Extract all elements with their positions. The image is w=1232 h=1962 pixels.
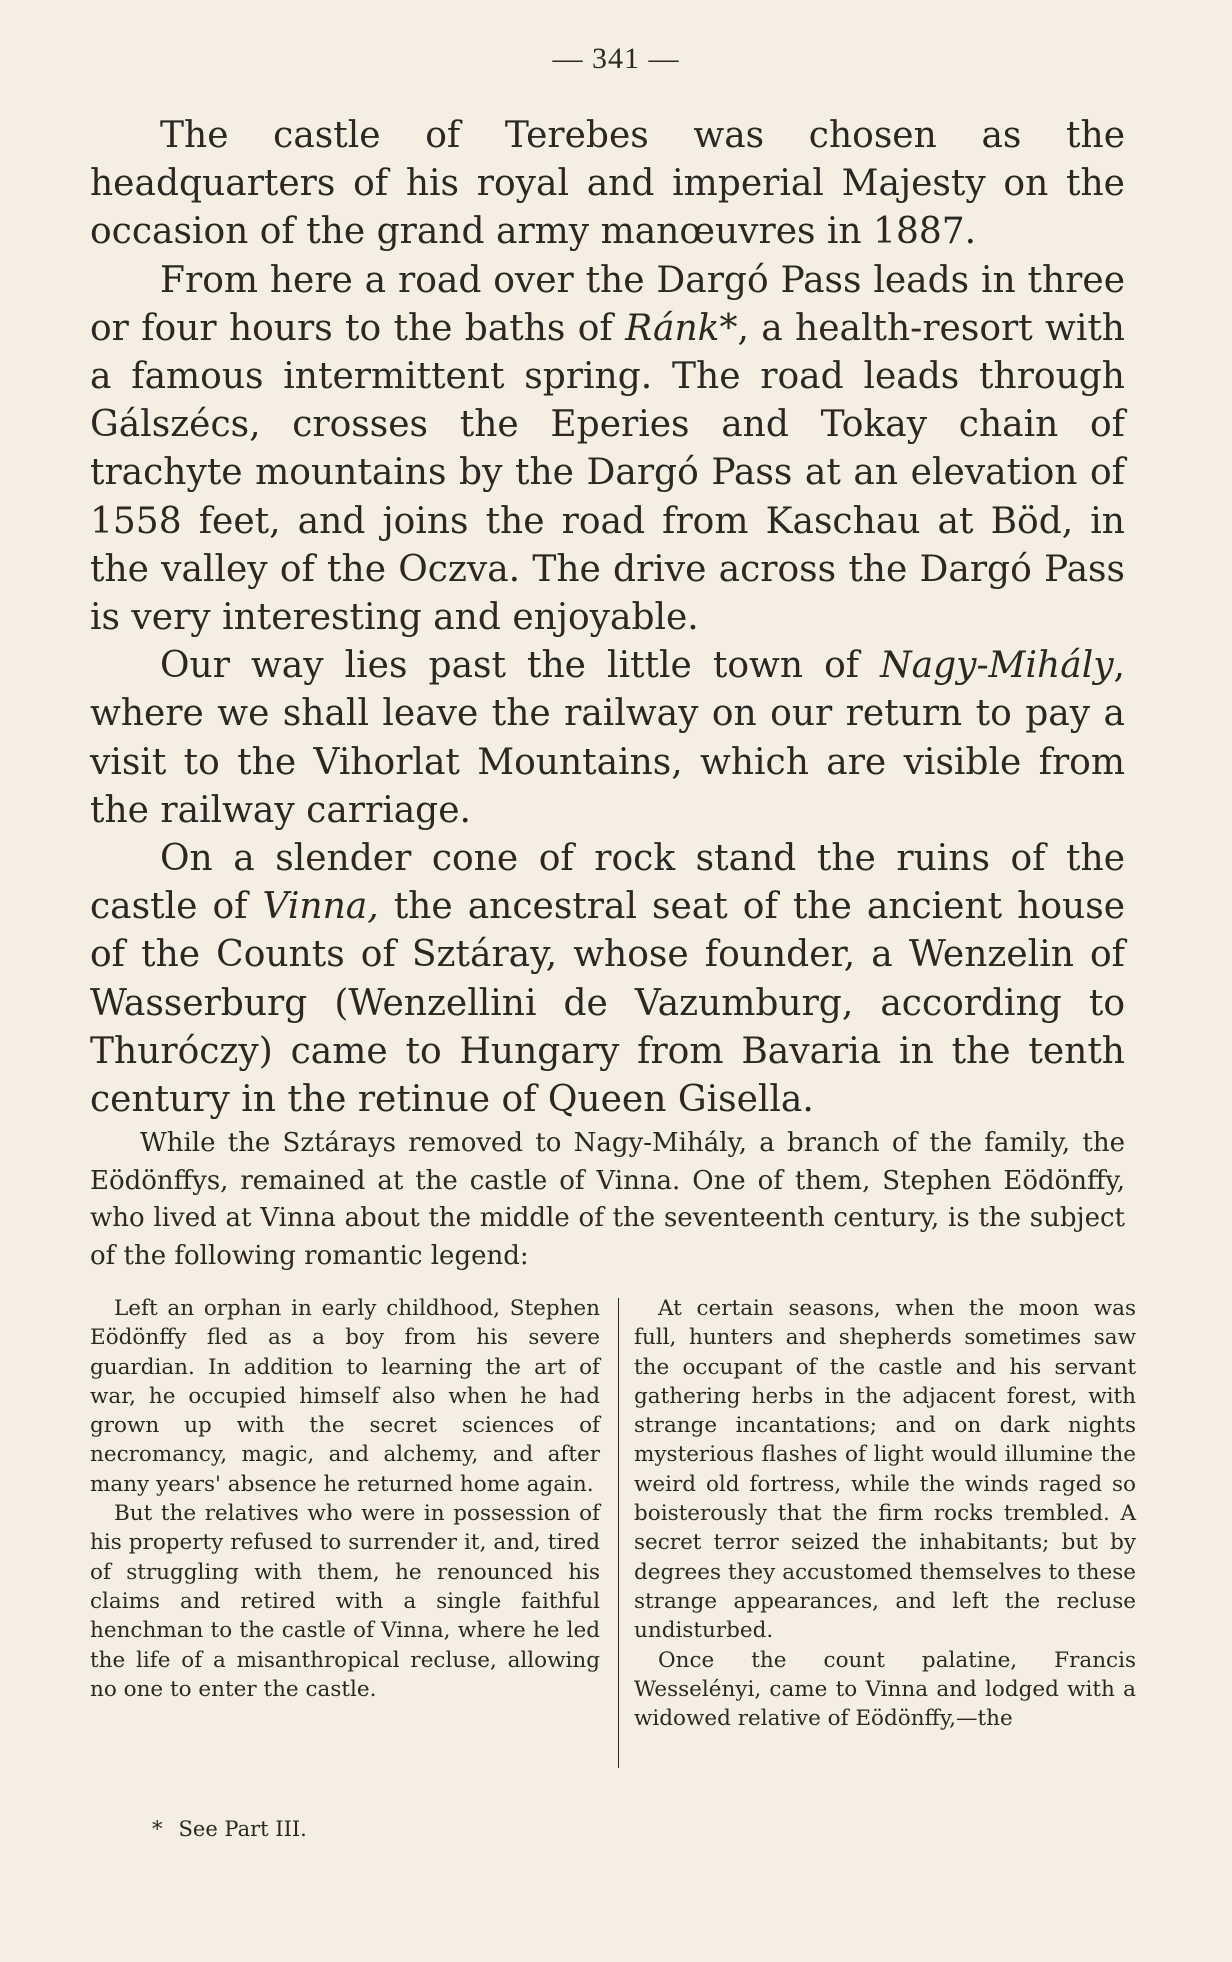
footnote-mark: * (152, 1817, 163, 1841)
legend-paragraph: But the relatives who were in possession of his property refused to surrender it, and, tired of struggling with them, he renounced his claims and retired with a single faithful henchman to the castle of Vinna, where he led the life of a misanthropical recluse, allowing no one to enter the castle. (90, 1501, 600, 1702)
legend-column-right (634, 1294, 1136, 1733)
paragraph-vinna (90, 835, 1125, 1124)
footnote-text: See Part III. (178, 1817, 307, 1841)
place-name-vinna: Vinna, (262, 886, 379, 928)
main-text (90, 112, 1125, 1124)
paragraph-terebes: The castle of Terebes was chosen as the headquarters of his royal and imperial Majesty on the occasion of the grand army manœuvres in 1887. (90, 115, 1125, 253)
legend-column-left (90, 1294, 600, 1704)
place-name-rank: Ránk (625, 307, 720, 349)
footnote-reference: * (719, 307, 738, 349)
legend-paragraph: Once the count palatine, Francis Wesselényi, came to Vinna and lodged with a widowed relative of Eödönffy,—the (634, 1647, 1136, 1732)
paragraph-text: the ancestral seat of the ancient house of the Counts of Sztáray, whose founder, a Wenzelin of Wasserburg (Wenzellini de Vazumburg, according to Thuróczy) came to Hungary from Bavaria in the tenth century in the retinue of Queen Gisella. (90, 886, 1125, 1121)
page-number: — 341 — (552, 42, 680, 75)
legend-intro (90, 1125, 1125, 1275)
paragraph-dargo-pass (90, 257, 1125, 643)
column-divider (618, 1298, 619, 1768)
paragraph-text: On a slender cone of rock stand the ruins of the castle of (90, 838, 1125, 928)
place-name-nagy-mihaly: Nagy-Mihály (880, 645, 1114, 687)
footnote (152, 1815, 307, 1843)
legend-paragraph: At certain seasons, when the moon was full, hunters and shepherds sometimes saw the occupant of the castle and his servant gathering herbs in the adjacent forest, with strange incantations; and on dark nights mysterious flashes of light would illumine the weird old fortress, while the winds raged so boisterously that the firm rocks trembled. A secret terror seized the inhabitants; but by degrees they accustomed themselves to these strange appearances, and left the recluse undisturbed. (634, 1296, 1136, 1644)
paragraph-text: , where we shall leave the railway on our return to pay a visit to the Vihorlat Mountains, which are visible from the railway carriage. (90, 645, 1125, 831)
paragraph-text: Our way lies past the little town of (160, 645, 881, 687)
paragraph-sztarays: While the Sztárays removed to Nagy-Mihály, a branch of the family, the Eödönffys, remained at the castle of Vinna. One of them, Stephen Eödönffy, who lived at Vinna about the middle of the seventeenth century, is the subject of the following romantic legend: (90, 1128, 1125, 1271)
paragraph-nagy-mihaly (90, 642, 1125, 835)
legend-paragraph: Left an orphan in early childhood, Stephen Eödönffy fled as a boy from his severe guardian. In addition to learning the art of war, he occupied himself also when he had grown up with the secret sciences of necromancy, magic, and alchemy, and after many years' absence he returned home again. (90, 1296, 600, 1497)
paragraph-text: From here a road over the Dargó Pass leads in three or four hours to the baths of (90, 259, 1125, 349)
paragraph-text: , a health-resort with a famous intermittent spring. The road leads through Gálszécs, crosses the Eperies and Tokay chain of trachyte mountains by the Dargó Pass at an elevation of 1558 feet, and joins the road from Kaschau at Böd, in the valley of the Oczva. The drive across the Dargó Pass is very interesting and enjoyable. (90, 307, 1125, 639)
